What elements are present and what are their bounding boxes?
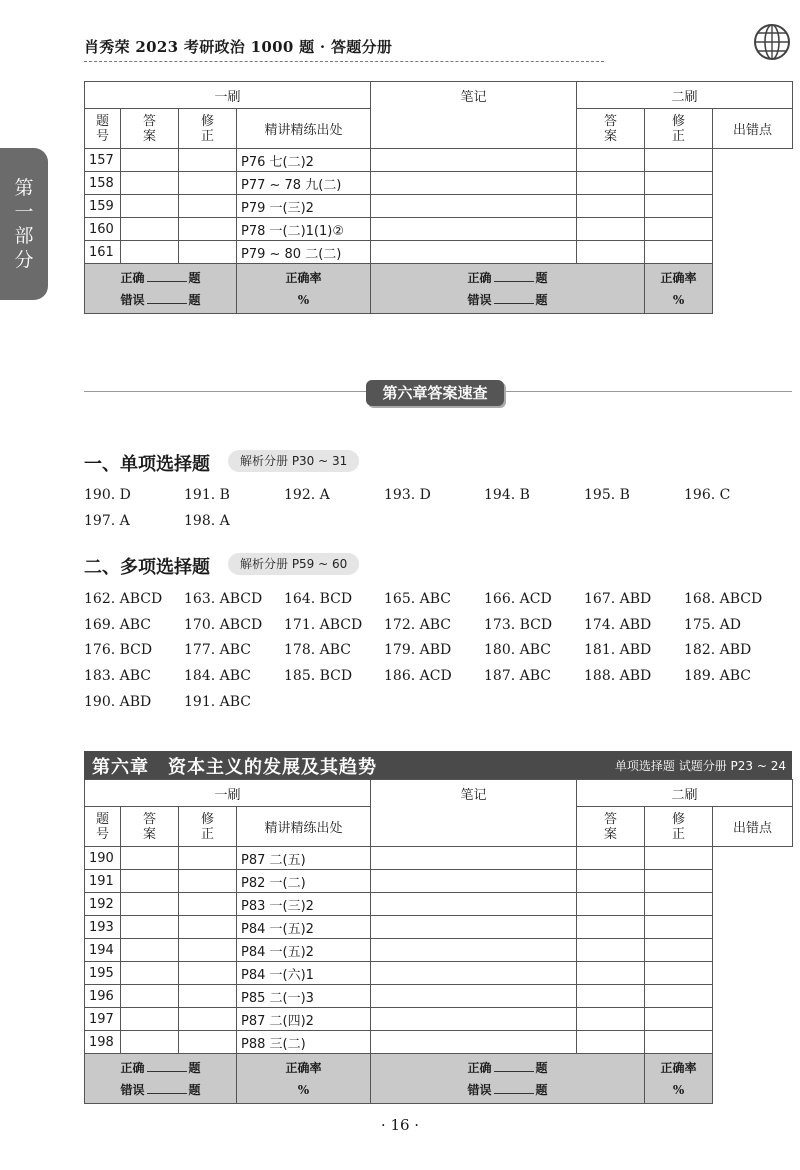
second-pass-header: 二刷 bbox=[577, 780, 793, 807]
table-row bbox=[85, 195, 793, 218]
header-rule bbox=[84, 61, 604, 62]
answer-cell[interactable] bbox=[121, 172, 179, 195]
answer-cell[interactable] bbox=[121, 893, 179, 916]
answers-banner: 第六章答案速查 bbox=[366, 380, 504, 406]
table-row bbox=[85, 172, 793, 195]
correction-cell-2[interactable] bbox=[577, 172, 645, 195]
chapter-title-bar bbox=[84, 751, 792, 779]
answer-item: 191. B bbox=[184, 487, 230, 503]
answer-cell[interactable] bbox=[121, 1031, 179, 1054]
question-number: 160 bbox=[85, 218, 121, 241]
col-xiuzheng-2: 修 正 bbox=[645, 807, 713, 847]
error-point-cell[interactable] bbox=[645, 1031, 713, 1054]
running-header: 肖秀荣 2023 考研政治 1000 题 · 答题分册 bbox=[84, 38, 393, 56]
correction-cell[interactable] bbox=[179, 916, 237, 939]
chapter-title: 第六章 资本主义的发展及其趋势 bbox=[92, 757, 377, 778]
first-pass-header: 一刷 bbox=[85, 780, 371, 807]
stat-count-cell: 正确 题 错误 题 bbox=[85, 264, 237, 314]
correction-cell[interactable] bbox=[179, 939, 237, 962]
col-xiuzheng: 修 正 bbox=[179, 807, 237, 847]
table-row bbox=[85, 1008, 793, 1031]
answer-cell[interactable] bbox=[121, 218, 179, 241]
error-point-cell[interactable] bbox=[645, 893, 713, 916]
answer-cell-2[interactable] bbox=[371, 939, 577, 962]
stat-rate-cell-2: 正确率 % bbox=[645, 1054, 713, 1104]
col-source: 精讲精练出处 bbox=[237, 109, 371, 149]
notes-header bbox=[371, 82, 577, 149]
table-row bbox=[85, 985, 793, 1008]
answer-item: 197. A bbox=[84, 512, 130, 529]
answer-item: 181. ABD bbox=[584, 642, 652, 659]
error-point-cell[interactable] bbox=[645, 218, 713, 241]
answer-item: 169. ABC bbox=[84, 616, 151, 633]
answer-cell-2[interactable] bbox=[371, 847, 577, 870]
answer-item: 166. ACD bbox=[484, 591, 552, 607]
stat-rate-cell: 正确率 % bbox=[237, 264, 371, 314]
answer-cell-2[interactable] bbox=[371, 195, 577, 218]
correction-cell[interactable] bbox=[179, 985, 237, 1008]
correction-cell[interactable] bbox=[179, 870, 237, 893]
stat-count-cell-2: 正确 题 错误 题 bbox=[371, 264, 645, 314]
table-row bbox=[85, 218, 793, 241]
part-side-tab bbox=[0, 148, 48, 300]
error-point-cell[interactable] bbox=[645, 241, 713, 264]
answer-item: 168. ABCD bbox=[684, 591, 763, 607]
correction-cell-2[interactable] bbox=[577, 149, 645, 172]
correction-cell[interactable] bbox=[179, 1031, 237, 1054]
table-row bbox=[85, 916, 793, 939]
answer-item: 190. D bbox=[84, 487, 131, 503]
answer-item: 184. ABC bbox=[184, 668, 251, 685]
source-cell: P79 一(三)2 bbox=[237, 195, 371, 218]
error-point-cell[interactable] bbox=[645, 195, 713, 218]
answer-item: 167. ABD bbox=[584, 591, 652, 607]
side-tab-char: 分 bbox=[14, 249, 34, 271]
question-number: 158 bbox=[85, 172, 121, 195]
page-number: · 16 · bbox=[380, 1116, 420, 1134]
answer-cell[interactable] bbox=[121, 847, 179, 870]
question-number: 195 bbox=[85, 962, 121, 985]
table-row bbox=[85, 1031, 793, 1054]
answer-row bbox=[84, 513, 784, 539]
correction-cell-2[interactable] bbox=[577, 893, 645, 916]
answer-item: 172. ABC bbox=[384, 616, 451, 633]
table-row bbox=[85, 962, 793, 985]
side-tab-char: 第 bbox=[14, 177, 34, 199]
notes-label: 笔记 bbox=[460, 90, 487, 105]
col-daan: 答 案 bbox=[121, 109, 179, 149]
answer-cell-2[interactable] bbox=[371, 172, 577, 195]
source-cell: P78 一(二)1(1)② bbox=[237, 218, 371, 241]
correction-cell[interactable] bbox=[179, 195, 237, 218]
answer-item: 193. D bbox=[384, 487, 431, 503]
question-number: 191 bbox=[85, 870, 121, 893]
answer-item: 191. ABC bbox=[184, 693, 251, 710]
error-point-cell[interactable] bbox=[645, 985, 713, 1008]
correction-cell-2[interactable] bbox=[577, 870, 645, 893]
answer-cell-2[interactable] bbox=[371, 916, 577, 939]
answer-item: 180. ABC bbox=[484, 642, 551, 659]
answer-cell-2[interactable] bbox=[371, 893, 577, 916]
answer-item: 162. ABCD bbox=[84, 591, 163, 607]
correction-cell[interactable] bbox=[179, 172, 237, 195]
correction-cell[interactable] bbox=[179, 241, 237, 264]
error-point-cell[interactable] bbox=[645, 939, 713, 962]
col-tihao: 题 号 bbox=[85, 807, 121, 847]
single-choice-answers bbox=[84, 487, 784, 538]
stat-count-cell: 正确 题 错误 题 bbox=[85, 1054, 237, 1104]
chapter-ref: 单项选择题 试题分册 P23 ~ 24 bbox=[614, 759, 786, 773]
source-cell: P83 一(三)2 bbox=[237, 893, 371, 916]
answer-sheet-table-2 bbox=[84, 779, 793, 1104]
correction-cell[interactable] bbox=[179, 218, 237, 241]
correction-cell-2[interactable] bbox=[577, 1031, 645, 1054]
question-number: 192 bbox=[85, 893, 121, 916]
answer-cell[interactable] bbox=[121, 870, 179, 893]
answer-row bbox=[84, 591, 784, 617]
side-tab-char: 部 bbox=[14, 225, 34, 247]
correction-cell[interactable] bbox=[179, 847, 237, 870]
correction-cell[interactable] bbox=[179, 149, 237, 172]
error-point-cell[interactable] bbox=[645, 962, 713, 985]
answer-cell[interactable] bbox=[121, 985, 179, 1008]
multi-choice-ref: 解析分册 P59 ~ 60 bbox=[228, 553, 359, 575]
stat-count-cell-2: 正确 题 错误 题 bbox=[371, 1054, 645, 1104]
col-tihao: 题 号 bbox=[85, 109, 121, 149]
source-cell: P88 三(二) bbox=[237, 1031, 371, 1054]
source-cell: P84 一(五)2 bbox=[237, 916, 371, 939]
answer-item: 163. ABCD bbox=[184, 591, 263, 607]
error-point-cell[interactable] bbox=[645, 149, 713, 172]
answer-item: 179. ABD bbox=[384, 642, 452, 659]
first-pass-header: 一刷 bbox=[85, 82, 371, 109]
answer-cell[interactable] bbox=[121, 939, 179, 962]
answer-cell[interactable] bbox=[121, 962, 179, 985]
correction-cell[interactable] bbox=[179, 893, 237, 916]
multi-choice-answers bbox=[84, 591, 784, 719]
error-point-cell[interactable] bbox=[645, 172, 713, 195]
col-source: 精讲精练出处 bbox=[237, 807, 371, 847]
answer-item: 173. BCD bbox=[484, 616, 553, 633]
source-cell: P79 ~ 80 二(二) bbox=[237, 241, 371, 264]
notes-label: 笔记 bbox=[460, 788, 487, 803]
stat-rate-cell: 正确率 % bbox=[237, 1054, 371, 1104]
answer-row bbox=[84, 487, 784, 513]
correction-cell-2[interactable] bbox=[577, 218, 645, 241]
table-row bbox=[85, 939, 793, 962]
answer-cell-2[interactable] bbox=[371, 149, 577, 172]
table-row bbox=[85, 241, 793, 264]
question-number: 194 bbox=[85, 939, 121, 962]
question-number: 161 bbox=[85, 241, 121, 264]
table-row bbox=[85, 847, 793, 870]
question-number: 193 bbox=[85, 916, 121, 939]
answer-item: 178. ABC bbox=[284, 642, 351, 659]
source-cell: P82 一(二) bbox=[237, 870, 371, 893]
question-number: 198 bbox=[85, 1031, 121, 1054]
single-choice-title: 一、单项选择题 bbox=[84, 454, 210, 475]
answer-cell[interactable] bbox=[121, 1008, 179, 1031]
answer-item: 170. ABCD bbox=[184, 616, 263, 633]
answer-cell-2[interactable] bbox=[371, 985, 577, 1008]
answer-cell-2[interactable] bbox=[371, 1031, 577, 1054]
multi-choice-title: 二、多项选择题 bbox=[84, 557, 210, 578]
answer-item: 196. C bbox=[684, 487, 731, 503]
answer-item: 188. ABD bbox=[584, 668, 652, 685]
correction-cell-2[interactable] bbox=[577, 195, 645, 218]
answer-sheet-table-1 bbox=[84, 81, 793, 314]
correction-cell-2[interactable] bbox=[577, 985, 645, 1008]
error-point-cell[interactable] bbox=[645, 870, 713, 893]
answer-cell-2[interactable] bbox=[371, 1008, 577, 1031]
answer-item: 186. ACD bbox=[384, 668, 452, 685]
source-cell: P87 二(四)2 bbox=[237, 1008, 371, 1031]
question-number: 159 bbox=[85, 195, 121, 218]
source-cell: P84 一(五)2 bbox=[237, 939, 371, 962]
answer-item: 164. BCD bbox=[284, 591, 353, 607]
table-row bbox=[85, 893, 793, 916]
answer-cell-2[interactable] bbox=[371, 962, 577, 985]
source-cell: P77 ~ 78 九(二) bbox=[237, 172, 371, 195]
answer-item: 182. ABD bbox=[684, 642, 752, 659]
answer-cell[interactable] bbox=[121, 241, 179, 264]
col-error-point: 出错点 bbox=[713, 109, 793, 149]
answer-item: 192. A bbox=[284, 487, 330, 503]
answer-row bbox=[84, 694, 784, 720]
error-point-cell[interactable] bbox=[645, 916, 713, 939]
answer-item: 171. ABCD bbox=[284, 616, 363, 633]
answer-cell[interactable] bbox=[121, 195, 179, 218]
col-daan-2: 答 案 bbox=[577, 109, 645, 149]
answer-cell-2[interactable] bbox=[371, 870, 577, 893]
col-daan: 答 案 bbox=[121, 807, 179, 847]
question-number: 197 bbox=[85, 1008, 121, 1031]
question-number: 157 bbox=[85, 149, 121, 172]
col-error-point: 出错点 bbox=[713, 807, 793, 847]
answer-cell[interactable] bbox=[121, 916, 179, 939]
answer-item: 176. BCD bbox=[84, 642, 153, 659]
question-number: 196 bbox=[85, 985, 121, 1008]
answer-row bbox=[84, 642, 784, 668]
correction-cell[interactable] bbox=[179, 962, 237, 985]
answer-row bbox=[84, 617, 784, 643]
correction-cell-2[interactable] bbox=[577, 241, 645, 264]
col-xiuzheng-2: 修 正 bbox=[645, 109, 713, 149]
side-tab-char: 一 bbox=[14, 201, 34, 223]
answer-item: 174. ABD bbox=[584, 616, 652, 633]
answer-cell-2[interactable] bbox=[371, 241, 577, 264]
question-number: 190 bbox=[85, 847, 121, 870]
answer-item: 189. ABC bbox=[684, 668, 751, 685]
globe-icon bbox=[752, 22, 792, 62]
table-row bbox=[85, 149, 793, 172]
answer-cell-2[interactable] bbox=[371, 218, 577, 241]
answer-item: 175. AD bbox=[684, 616, 741, 633]
source-cell: P85 二(一)3 bbox=[237, 985, 371, 1008]
correction-cell-2[interactable] bbox=[577, 847, 645, 870]
answer-cell[interactable] bbox=[121, 149, 179, 172]
answer-item: 198. A bbox=[184, 512, 230, 529]
correction-cell[interactable] bbox=[179, 1008, 237, 1031]
error-point-cell[interactable] bbox=[645, 1008, 713, 1031]
answer-row bbox=[84, 668, 784, 694]
correction-cell-2[interactable] bbox=[577, 1008, 645, 1031]
single-choice-ref: 解析分册 P30 ~ 31 bbox=[228, 450, 359, 472]
stat-rate-cell-2: 正确率 % bbox=[645, 264, 713, 314]
correction-cell-2[interactable] bbox=[577, 962, 645, 985]
source-cell: P84 一(六)1 bbox=[237, 962, 371, 985]
error-point-cell[interactable] bbox=[645, 847, 713, 870]
source-cell: P87 二(五) bbox=[237, 847, 371, 870]
answer-item: 183. ABC bbox=[84, 668, 151, 685]
answer-item: 194. B bbox=[484, 487, 530, 503]
source-cell: P76 七(二)2 bbox=[237, 149, 371, 172]
correction-cell-2[interactable] bbox=[577, 939, 645, 962]
answer-item: 195. B bbox=[584, 487, 630, 503]
table-row bbox=[85, 870, 793, 893]
answer-item: 190. ABD bbox=[84, 693, 152, 710]
notes-header bbox=[371, 780, 577, 847]
answer-item: 165. ABC bbox=[384, 591, 451, 607]
col-daan-2: 答 案 bbox=[577, 807, 645, 847]
answer-item: 177. ABC bbox=[184, 642, 251, 659]
answer-item: 185. BCD bbox=[284, 668, 353, 685]
correction-cell-2[interactable] bbox=[577, 916, 645, 939]
second-pass-header: 二刷 bbox=[577, 82, 793, 109]
answer-item: 187. ABC bbox=[484, 668, 551, 685]
col-xiuzheng: 修 正 bbox=[179, 109, 237, 149]
